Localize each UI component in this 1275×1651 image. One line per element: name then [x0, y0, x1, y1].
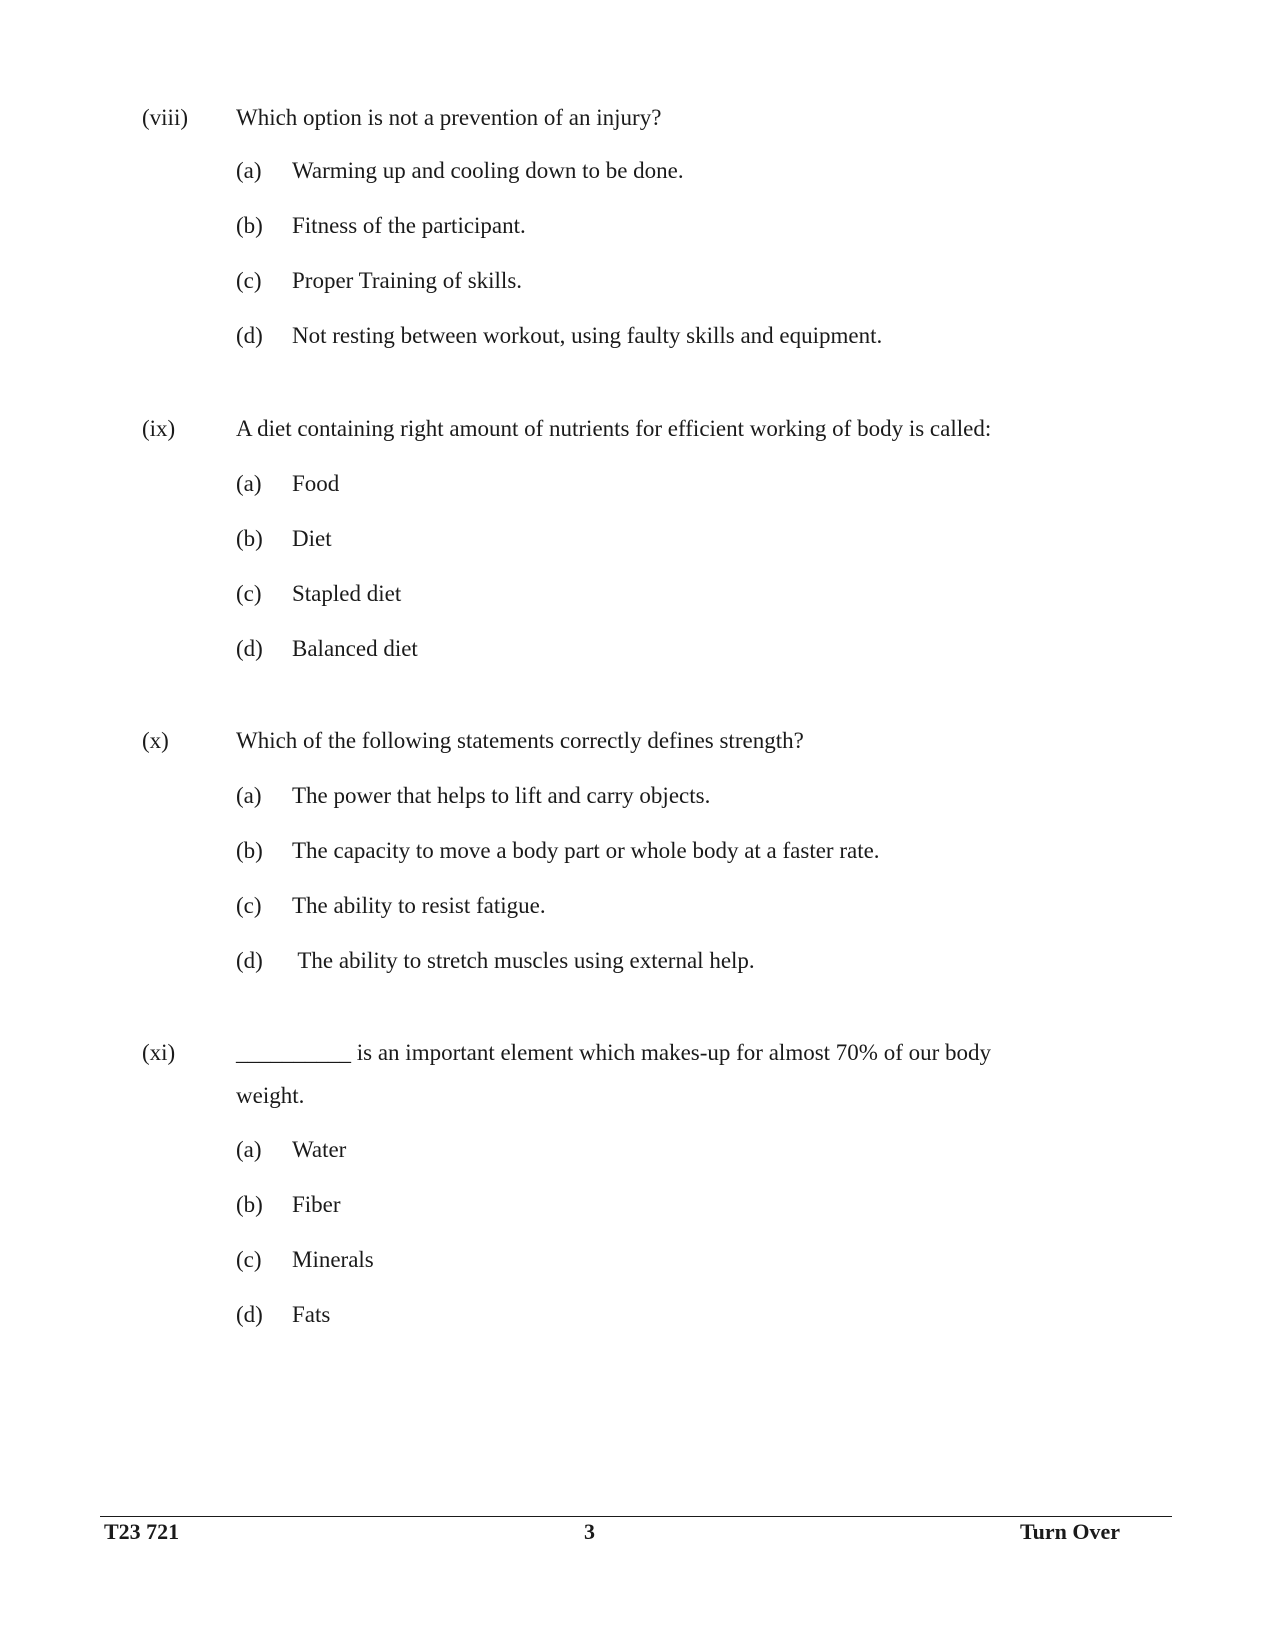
option-label: (c) [236, 268, 262, 293]
option-text: Water [292, 1137, 347, 1162]
question-text: A diet containing right amount of nutrients for efficient working of body is called: [236, 416, 992, 441]
question-number: (ix) [142, 416, 176, 441]
option-text: Balanced diet [292, 636, 418, 661]
option-text: Not resting between workout, using faulty skills and equipment. [292, 323, 883, 348]
option-text: Fiber [292, 1192, 341, 1217]
option-label: (a) [236, 783, 262, 808]
footer-paper-code: T23 721 [104, 1519, 180, 1544]
option-label: (d) [236, 1302, 263, 1327]
option-label: (a) [236, 471, 262, 496]
option-label: (d) [236, 948, 263, 973]
option-label: (b) [236, 526, 263, 551]
option-text: The ability to resist fatigue. [292, 893, 546, 918]
option-label: (c) [236, 1247, 262, 1272]
option-text: Fitness of the participant. [292, 213, 526, 238]
option-text: Diet [292, 526, 332, 551]
option-label: (b) [236, 1192, 263, 1217]
option-label: (a) [236, 1137, 262, 1162]
option-label: (c) [236, 581, 262, 606]
option-label: (b) [236, 213, 263, 238]
question-number: (xi) [142, 1040, 176, 1065]
option-text: Food [292, 471, 340, 496]
option-text: The ability to stretch muscles using external help. [292, 948, 755, 973]
option-label: (c) [236, 893, 262, 918]
footer-turn-over: Turn Over [1020, 1519, 1121, 1544]
footer-divider [100, 1516, 1172, 1517]
question-number: (x) [142, 728, 169, 753]
option-text: The capacity to move a body part or whole body at a faster rate. [292, 838, 880, 863]
option-label: (d) [236, 636, 263, 661]
question-number: (viii) [142, 105, 188, 130]
option-text: Fats [292, 1302, 331, 1327]
question-text: Which of the following statements correctly defines strength? [236, 728, 804, 753]
option-label: (d) [236, 323, 263, 348]
option-label: (b) [236, 838, 263, 863]
question-text: Which option is not a prevention of an injury? [236, 105, 662, 130]
option-label: (a) [236, 158, 262, 183]
option-text: Stapled diet [292, 581, 402, 606]
option-text: The power that helps to lift and carry objects. [292, 783, 711, 808]
option-text: Proper Training of skills. [292, 268, 523, 293]
question-text-line1: __________ is an important element which makes-up for almost 70% of our body [236, 1040, 992, 1065]
option-text: Minerals [292, 1247, 374, 1272]
footer-page-number: 3 [584, 1519, 595, 1544]
question-text-line2: weight. [236, 1083, 305, 1108]
option-text: Warming up and cooling down to be done. [292, 158, 684, 183]
